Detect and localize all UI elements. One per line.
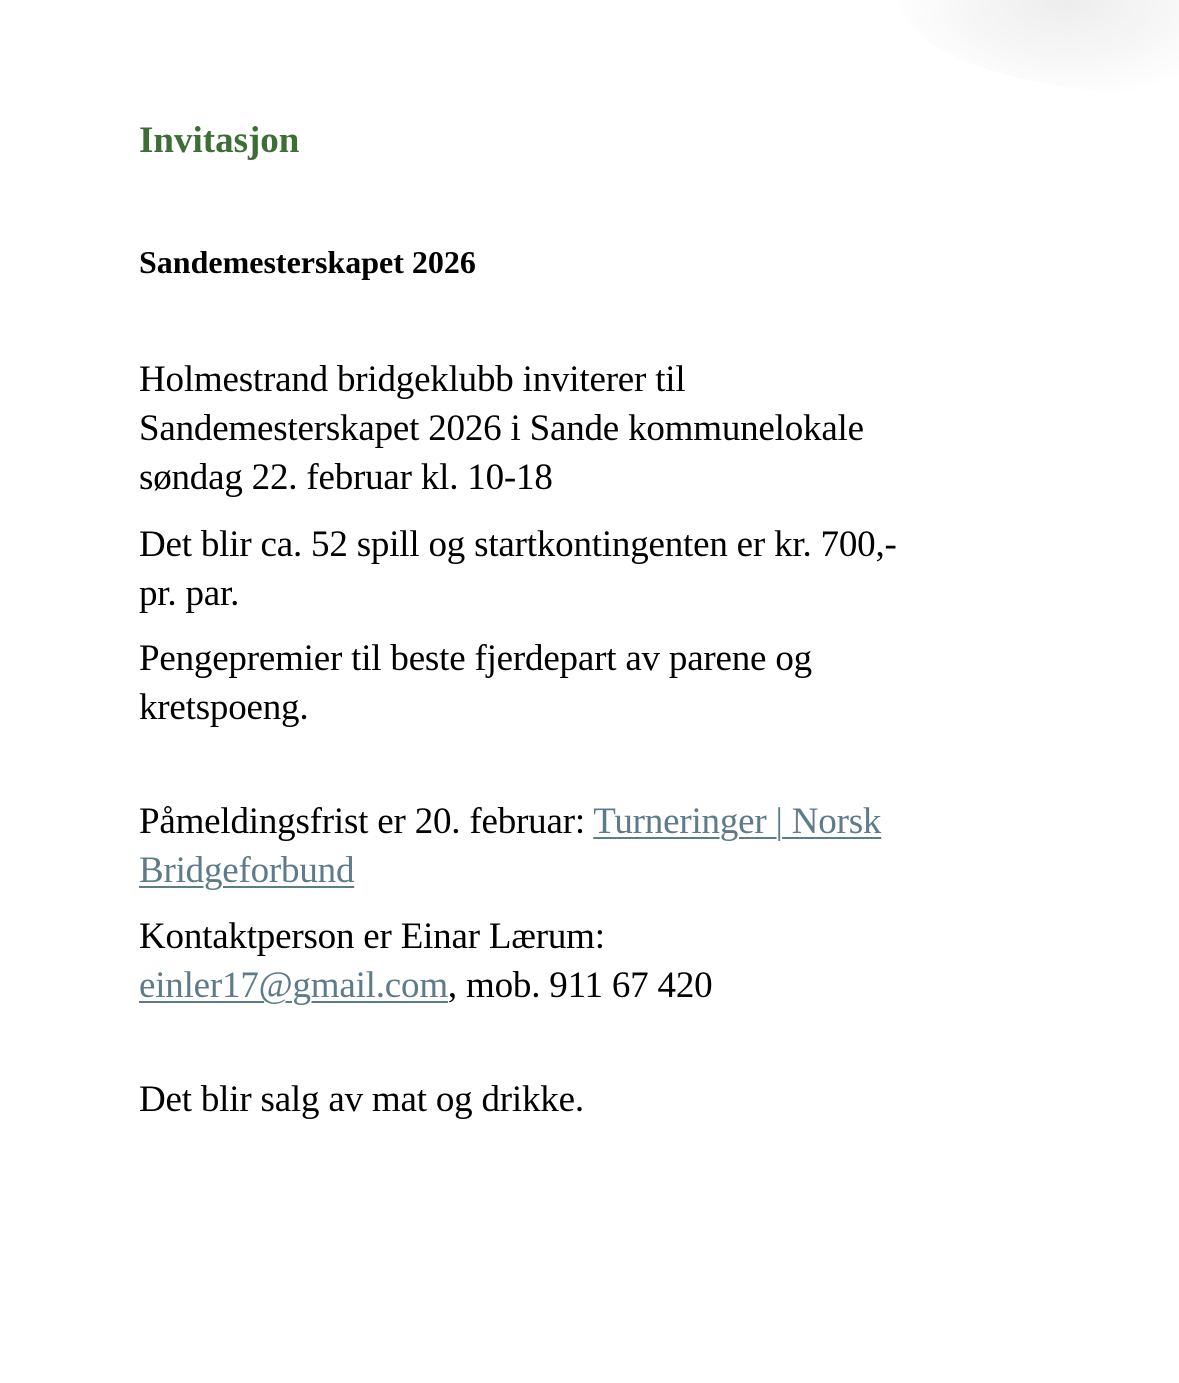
intro-line-3: søndag 22. februar kl. 10-18	[139, 457, 553, 498]
contact-paragraph	[139, 912, 1039, 1010]
games-line-2: pr. par.	[139, 573, 240, 614]
intro-paragraph	[139, 355, 1039, 502]
games-line-1: Det blir ca. 52 spill og startkontingenten er kr. 700,-	[139, 524, 897, 565]
prizes-line-1: Pengepremier til beste fjerdepart av parene og	[139, 638, 812, 679]
email-link[interactable]: einler17@gmail.com	[139, 965, 448, 1006]
games-paragraph	[139, 520, 1039, 618]
tournaments-link-line-1[interactable]: Turneringer | Norsk	[593, 801, 882, 842]
tournaments-link-line-2[interactable]: Bridgeforbund	[139, 850, 355, 891]
intro-line-1: Holmestrand bridgeklubb inviterer til	[139, 359, 686, 400]
document-title: Invitasjon	[139, 120, 300, 161]
registration-text: Påmeldingsfrist er 20. februar:	[139, 801, 594, 842]
contact-line-1: Kontaktperson er Einar Lærum:	[139, 916, 605, 957]
prizes-paragraph	[139, 634, 1039, 732]
prizes-line-2: kretspoeng.	[139, 687, 309, 728]
event-title: Sandemesterskapet 2026	[139, 244, 476, 280]
intro-line-2: Sandemesterskapet 2026 i Sande kommunelokale	[139, 408, 864, 449]
phone-text: , mob. 911 67 420	[447, 965, 713, 1006]
corner-shadow	[899, 0, 1179, 95]
food-paragraph: Det blir salg av mat og drikke.	[139, 1079, 584, 1120]
registration-paragraph	[139, 797, 1039, 895]
